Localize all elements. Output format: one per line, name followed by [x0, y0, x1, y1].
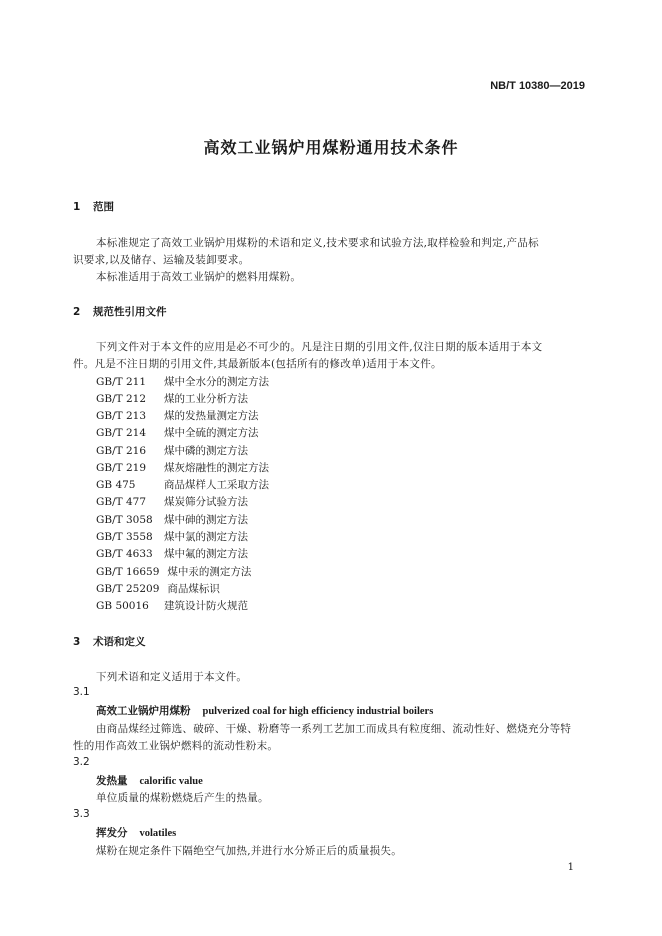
reference-title: 煤中砷的测定方法	[164, 514, 248, 526]
reference-code: GB/T 219	[96, 462, 147, 474]
reference-code: GB/T 211	[96, 376, 147, 388]
section-title: 术语和定义	[93, 636, 146, 648]
reference-item	[96, 598, 248, 613]
term-number: 3.2	[73, 756, 90, 768]
reference-item	[96, 477, 269, 492]
paragraph-line: 下列术语和定义适用于本文件。	[96, 671, 248, 683]
paragraph-line: 本标准适用于高效工业锅炉的燃料用煤粉。	[96, 271, 302, 283]
paragraph-line: 识要求,以及储存、运输及装卸要求。	[73, 254, 250, 266]
reference-title: 煤的工业分析方法	[164, 393, 248, 405]
reference-code: GB/T 213	[96, 410, 147, 422]
section-number: 2	[73, 306, 81, 318]
reference-title: 煤中氟的测定方法	[164, 548, 248, 560]
reference-code: GB/T 214	[96, 427, 147, 439]
term-chinese: 挥发分	[96, 827, 128, 839]
term-definition-line: 由商品煤经过筛选、破碎、干燥、粉磨等一系列工艺加工而成具有粒度细、流动性好、燃烧充分等特	[96, 723, 572, 735]
reference-code: GB/T 477	[96, 496, 147, 508]
reference-item	[96, 512, 248, 527]
term-number: 3.3	[73, 808, 90, 820]
reference-title: 商品煤标识	[167, 583, 220, 595]
term-chinese: 高效工业锅炉用煤粉	[96, 705, 191, 717]
reference-title: 煤中磷的测定方法	[164, 445, 248, 457]
term-entry	[96, 703, 433, 718]
reference-code: GB/T 3558	[96, 531, 153, 543]
term-definition-line: 性的用作高效工业锅炉燃料的流动性粉末。	[73, 740, 279, 752]
reference-title: 煤中汞的测定方法	[167, 566, 252, 578]
paragraph-line: 本标准规定了高效工业锅炉用煤粉的术语和定义,技术要求和试验方法,取样检验和判定,产品标	[96, 237, 539, 249]
reference-title: 煤炭筛分试验方法	[164, 496, 248, 508]
section-number: 1	[73, 201, 81, 213]
paragraph-line: 件。凡是不注日期的引用文件,其最新版本(包括所有的修改单)适用于本文件。	[73, 358, 442, 370]
section-title: 规范性引用文件	[93, 306, 167, 318]
reference-item	[96, 408, 259, 423]
term-entry	[96, 773, 203, 788]
section-2-heading	[73, 304, 167, 319]
reference-title: 煤中全硫的测定方法	[164, 427, 259, 439]
term-english: calorific value	[139, 776, 203, 787]
term-definition-line: 单位质量的煤粉燃烧后产生的热量。	[96, 792, 269, 804]
reference-title: 建筑设计防火规范	[164, 600, 248, 612]
reference-code: GB/T 16659	[96, 566, 160, 578]
term-english: volatiles	[139, 828, 177, 839]
reference-code: GB/T 25209	[96, 583, 160, 595]
reference-item	[96, 546, 248, 561]
reference-code: GB/T 3058	[96, 514, 153, 526]
section-number: 3	[73, 636, 81, 648]
standard-code: NB/T 10380—2019	[490, 80, 585, 92]
reference-item	[96, 564, 251, 579]
reference-item	[96, 391, 248, 406]
page-number: 1	[567, 862, 574, 873]
reference-item	[96, 374, 269, 389]
section-1-heading	[73, 199, 114, 214]
reference-item	[96, 425, 259, 440]
section-title: 范围	[93, 201, 114, 213]
term-chinese: 发热量	[96, 775, 128, 787]
reference-item	[96, 443, 248, 458]
document-title: 高效工业锅炉用煤粉通用技术条件	[203, 138, 459, 157]
reference-item	[96, 494, 248, 509]
reference-code: GB 50016	[96, 600, 149, 612]
reference-title: 煤中氯的测定方法	[164, 531, 248, 543]
section-3-heading	[73, 634, 146, 649]
reference-title: 煤中全水分的测定方法	[164, 376, 269, 388]
reference-title: 商品煤样人工采取方法	[164, 479, 269, 491]
reference-item	[96, 460, 269, 475]
paragraph-line: 下列文件对于本文件的应用是必不可少的。凡是注日期的引用文件,仅注日期的版本适用于本文	[96, 341, 543, 353]
term-entry	[96, 825, 176, 840]
reference-title: 煤的发热量测定方法	[164, 410, 259, 422]
reference-code: GB/T 4633	[96, 548, 153, 560]
reference-code: GB/T 216	[96, 445, 147, 457]
reference-item	[96, 529, 248, 544]
reference-code: GB 475	[96, 479, 136, 491]
reference-title: 煤灰熔融性的测定方法	[164, 462, 269, 474]
reference-code: GB/T 212	[96, 393, 147, 405]
reference-item	[96, 581, 220, 596]
term-definition-line: 煤粉在规定条件下隔绝空气加热,并进行水分矫正后的质量损失。	[96, 845, 403, 857]
term-number: 3.1	[73, 686, 90, 698]
term-english: pulverized coal for high efficiency industrial boilers	[202, 706, 434, 717]
